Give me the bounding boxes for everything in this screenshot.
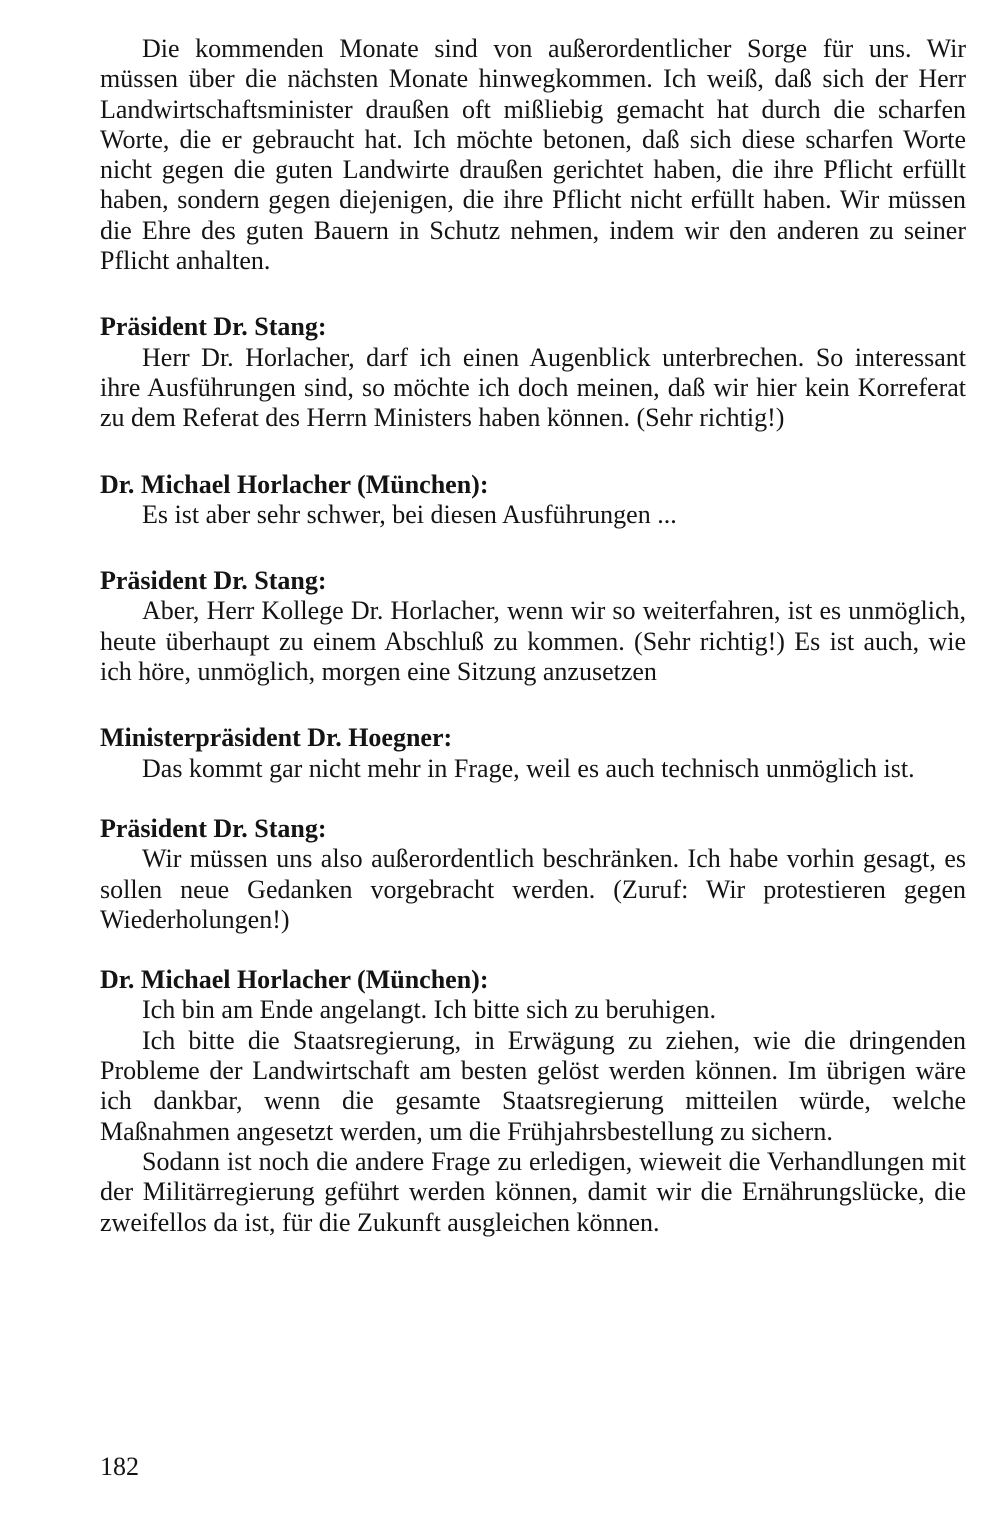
page-number: 182 <box>100 1452 139 1481</box>
speaker-heading-stang: Präsident Dr. Stang: <box>100 566 327 596</box>
paragraph-stang-weiterfahren: Aber, Herr Kollege Dr. Horlacher, wenn wir so weiterfahren, ist es unmöglich, heute überhaupt zu einem Abschluß zu kommen. (Sehr richtig!) Es ist auch, wie ich höre, unmöglich, morgen eine Sitzung anzusetzen <box>100 596 966 687</box>
speaker-heading-horlacher: Dr. Michael Horlacher (München): <box>100 965 489 995</box>
paragraph-hoegner-technisch: Das kommt gar nicht mehr in Frage, weil es auch technisch unmöglich ist. <box>142 753 915 783</box>
speaker-heading-hoegner: Ministerpräsident Dr. Hoegner: <box>100 723 453 753</box>
document-page <box>100 34 966 1238</box>
paragraph-stang-unterbrechen: Herr Dr. Horlacher, darf ich einen Augenblick unterbrechen. So interessant ihre Ausführungen sind, so möchte ich doch meinen, daß wir hier kein Korreferat zu dem Referat des Herrn Ministers haben können. (Sehr richtig!) <box>100 342 966 433</box>
speaker-heading-horlacher: Dr. Michael Horlacher (München): <box>100 469 489 499</box>
paragraph-stang-beschraenken: Wir müssen uns also außerordentlich beschränken. Ich habe vorhin gesagt, es sollen neue Gedanken vorgebracht werden. (Zuruf: Wir protestieren gegen Wiederholungen!) <box>100 844 966 934</box>
paragraph-horlacher-staatsregierung: Ich bitte die Staatsregierung, in Erwägung zu ziehen, wie die dringenden Probleme der Landwirtschaft am besten gelöst werden können. Im übrigen wäre ich dankbar, wenn die gesamte Staatsregierung mitteilen würde, welche Maßnahmen angesetzt werden, um die Frühjahrsbestellung zu sichern. <box>100 1025 966 1146</box>
speaker-heading-stang: Präsident Dr. Stang: <box>100 813 327 843</box>
paragraph-horlacher-sorge: Die kommenden Monate sind von außerordentlicher Sorge für uns. Wir müssen über die nächsten Monate hinwegkommen. Ich weiß, daß sich der Herr Landwirtschaftsminister draußen oft mißliebig gemacht hat durch die scharfen Worte, die er gebraucht hat. Ich möchte betonen, daß sich diese scharfen Worte nicht gegen die guten Landwirte draußen gerichtet haben, die ihre Pflicht erfüllt haben, sondern gegen diejenigen, die ihre Pflicht nicht erfüllt haben. Wir müssen die Ehre des guten Bauern in Schutz nehmen, indem wir den anderen zu seiner Pflicht anhalten. <box>100 34 966 276</box>
speaker-heading-stang: Präsident Dr. Stang: <box>100 312 327 342</box>
paragraph-horlacher-schwer: Es ist aber sehr schwer, bei diesen Ausführungen ... <box>142 499 677 529</box>
paragraph-horlacher-ende: Ich bin am Ende angelangt. Ich bitte sich zu beruhigen. <box>142 995 716 1025</box>
paragraph-horlacher-militaerregierung: Sodann ist noch die andere Frage zu erledigen, wieweit die Verhandlungen mit der Militärregierung geführt werden können, damit wir die Ernährungslücke, die zweifellos da ist, für die Zukunft ausgleichen können. <box>100 1146 966 1237</box>
